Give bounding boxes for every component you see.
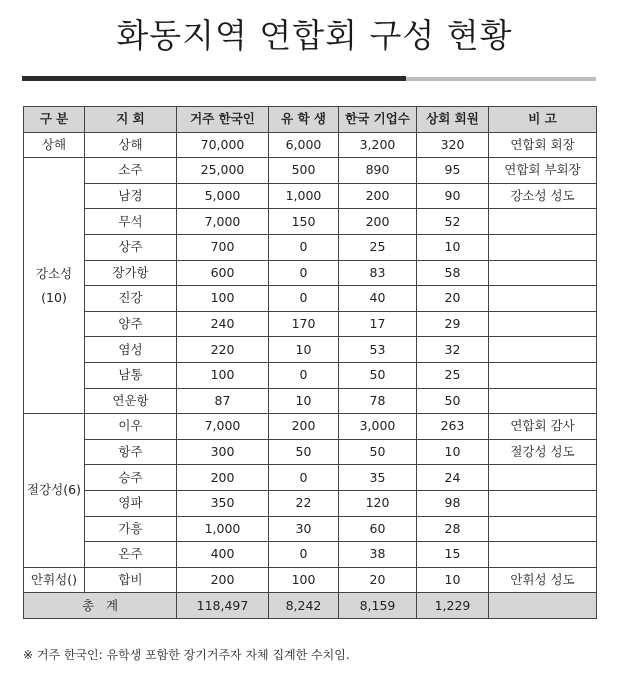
note-cell <box>489 490 597 516</box>
table-row <box>24 362 597 388</box>
branch-cell: 진강 <box>85 286 177 312</box>
members-cell: 98 <box>417 490 489 516</box>
members-cell: 15 <box>417 542 489 568</box>
members-cell: 263 <box>417 414 489 440</box>
table-row <box>24 286 597 312</box>
students-cell: 200 <box>269 414 339 440</box>
members-cell: 10 <box>417 439 489 465</box>
note-cell: 강소성 성도 <box>489 183 597 209</box>
table-row <box>24 260 597 286</box>
table-row <box>24 311 597 337</box>
table-row <box>24 209 597 235</box>
residents-cell: 200 <box>177 567 269 593</box>
note-cell <box>489 286 597 312</box>
branch-cell: 온주 <box>85 542 177 568</box>
branch-cell: 연운항 <box>85 388 177 414</box>
students-cell: 1,000 <box>269 183 339 209</box>
students-cell: 0 <box>269 260 339 286</box>
table-row <box>24 542 597 568</box>
companies-cell: 890 <box>339 158 417 184</box>
students-cell: 10 <box>269 388 339 414</box>
residents-cell: 100 <box>177 286 269 312</box>
companies-cell: 53 <box>339 337 417 363</box>
header-branch: 지 회 <box>85 107 177 133</box>
students-cell: 150 <box>269 209 339 235</box>
residents-cell: 200 <box>177 465 269 491</box>
members-cell: 50 <box>417 388 489 414</box>
title-rule-dark <box>22 76 406 81</box>
students-cell: 50 <box>269 439 339 465</box>
total-residents: 118,497 <box>177 593 269 619</box>
residents-cell: 7,000 <box>177 209 269 235</box>
students-cell: 22 <box>269 490 339 516</box>
region-cell: 안휘성() <box>24 567 85 593</box>
table-row <box>24 158 597 184</box>
students-cell: 6,000 <box>269 132 339 158</box>
header-category: 구 분 <box>24 107 85 133</box>
branch-cell: 남경 <box>85 183 177 209</box>
branch-cell: 남통 <box>85 362 177 388</box>
residents-cell: 400 <box>177 542 269 568</box>
branch-cell: 합비 <box>85 567 177 593</box>
header-note: 비 고 <box>489 107 597 133</box>
members-cell: 52 <box>417 209 489 235</box>
companies-cell: 200 <box>339 209 417 235</box>
header-members: 상회 회원 <box>417 107 489 133</box>
region-cell: 절강성(6) <box>24 414 85 568</box>
members-cell: 25 <box>417 362 489 388</box>
students-cell: 100 <box>269 567 339 593</box>
residents-cell: 350 <box>177 490 269 516</box>
total-members: 1,229 <box>417 593 489 619</box>
note-cell <box>489 516 597 542</box>
note-cell <box>489 362 597 388</box>
companies-cell: 40 <box>339 286 417 312</box>
note-cell <box>489 337 597 363</box>
table-row <box>24 567 597 593</box>
note-cell: 연합회 회장 <box>489 132 597 158</box>
members-cell: 10 <box>417 234 489 260</box>
branch-cell: 상주 <box>85 234 177 260</box>
total-companies: 8,159 <box>339 593 417 619</box>
members-cell: 28 <box>417 516 489 542</box>
note-cell: 연합회 부회장 <box>489 158 597 184</box>
branch-cell: 염성 <box>85 337 177 363</box>
residents-cell: 700 <box>177 234 269 260</box>
branch-cell: 상해 <box>85 132 177 158</box>
members-cell: 24 <box>417 465 489 491</box>
residents-cell: 70,000 <box>177 132 269 158</box>
companies-cell: 3,200 <box>339 132 417 158</box>
footnote: ※ 거주 한국인: 유학생 포함한 장기거주자 자체 집계한 수치임. <box>23 648 350 662</box>
note-cell <box>489 388 597 414</box>
members-cell: 90 <box>417 183 489 209</box>
table-header-row <box>24 107 597 133</box>
members-cell: 320 <box>417 132 489 158</box>
residents-cell: 87 <box>177 388 269 414</box>
total-label: 총 계 <box>24 593 177 619</box>
note-cell <box>489 465 597 491</box>
residents-cell: 1,000 <box>177 516 269 542</box>
title-rule-light <box>406 77 596 81</box>
table-row <box>24 439 597 465</box>
table-row <box>24 337 597 363</box>
note-cell <box>489 311 597 337</box>
students-cell: 0 <box>269 465 339 491</box>
students-cell: 0 <box>269 234 339 260</box>
table-row <box>24 414 597 440</box>
table-row <box>24 234 597 260</box>
residents-cell: 300 <box>177 439 269 465</box>
students-cell: 10 <box>269 337 339 363</box>
note-cell <box>489 234 597 260</box>
branch-cell: 항주 <box>85 439 177 465</box>
total-note <box>489 593 597 619</box>
branch-cell: 이우 <box>85 414 177 440</box>
table-body <box>24 132 597 593</box>
residents-cell: 240 <box>177 311 269 337</box>
residents-cell: 100 <box>177 362 269 388</box>
residents-cell: 600 <box>177 260 269 286</box>
table-row <box>24 183 597 209</box>
table-row <box>24 388 597 414</box>
note-cell <box>489 209 597 235</box>
companies-cell: 17 <box>339 311 417 337</box>
region-cell: 상해 <box>24 132 85 158</box>
note-cell: 안휘성 성도 <box>489 567 597 593</box>
companies-cell: 83 <box>339 260 417 286</box>
page-title: 화동지역 연합회 구성 현황 <box>116 16 513 55</box>
table-row <box>24 132 597 158</box>
association-table <box>23 106 597 619</box>
students-cell: 0 <box>269 542 339 568</box>
members-cell: 32 <box>417 337 489 363</box>
companies-cell: 50 <box>339 439 417 465</box>
branch-cell: 소주 <box>85 158 177 184</box>
header-students: 유 학 생 <box>269 107 339 133</box>
branch-cell: 무석 <box>85 209 177 235</box>
students-cell: 30 <box>269 516 339 542</box>
branch-cell: 장가항 <box>85 260 177 286</box>
companies-cell: 200 <box>339 183 417 209</box>
total-row <box>24 593 597 619</box>
residents-cell: 220 <box>177 337 269 363</box>
companies-cell: 120 <box>339 490 417 516</box>
members-cell: 10 <box>417 567 489 593</box>
companies-cell: 25 <box>339 234 417 260</box>
students-cell: 500 <box>269 158 339 184</box>
members-cell: 58 <box>417 260 489 286</box>
table-row <box>24 516 597 542</box>
students-cell: 0 <box>269 362 339 388</box>
members-cell: 20 <box>417 286 489 312</box>
branch-cell: 승주 <box>85 465 177 491</box>
note-cell <box>489 260 597 286</box>
students-cell: 0 <box>269 286 339 312</box>
companies-cell: 78 <box>339 388 417 414</box>
header-residents: 거주 한국인 <box>177 107 269 133</box>
companies-cell: 50 <box>339 362 417 388</box>
companies-cell: 20 <box>339 567 417 593</box>
region-cell: 강소성(10) <box>24 158 85 414</box>
header-companies: 한국 기업수 <box>339 107 417 133</box>
residents-cell: 25,000 <box>177 158 269 184</box>
residents-cell: 5,000 <box>177 183 269 209</box>
companies-cell: 38 <box>339 542 417 568</box>
total-students: 8,242 <box>269 593 339 619</box>
members-cell: 29 <box>417 311 489 337</box>
members-cell: 95 <box>417 158 489 184</box>
table-row <box>24 490 597 516</box>
branch-cell: 가흥 <box>85 516 177 542</box>
companies-cell: 3,000 <box>339 414 417 440</box>
companies-cell: 60 <box>339 516 417 542</box>
note-cell <box>489 542 597 568</box>
branch-cell: 영파 <box>85 490 177 516</box>
note-cell: 절강성 성도 <box>489 439 597 465</box>
table-row <box>24 465 597 491</box>
students-cell: 170 <box>269 311 339 337</box>
branch-cell: 양주 <box>85 311 177 337</box>
residents-cell: 7,000 <box>177 414 269 440</box>
note-cell: 연합회 감사 <box>489 414 597 440</box>
companies-cell: 35 <box>339 465 417 491</box>
